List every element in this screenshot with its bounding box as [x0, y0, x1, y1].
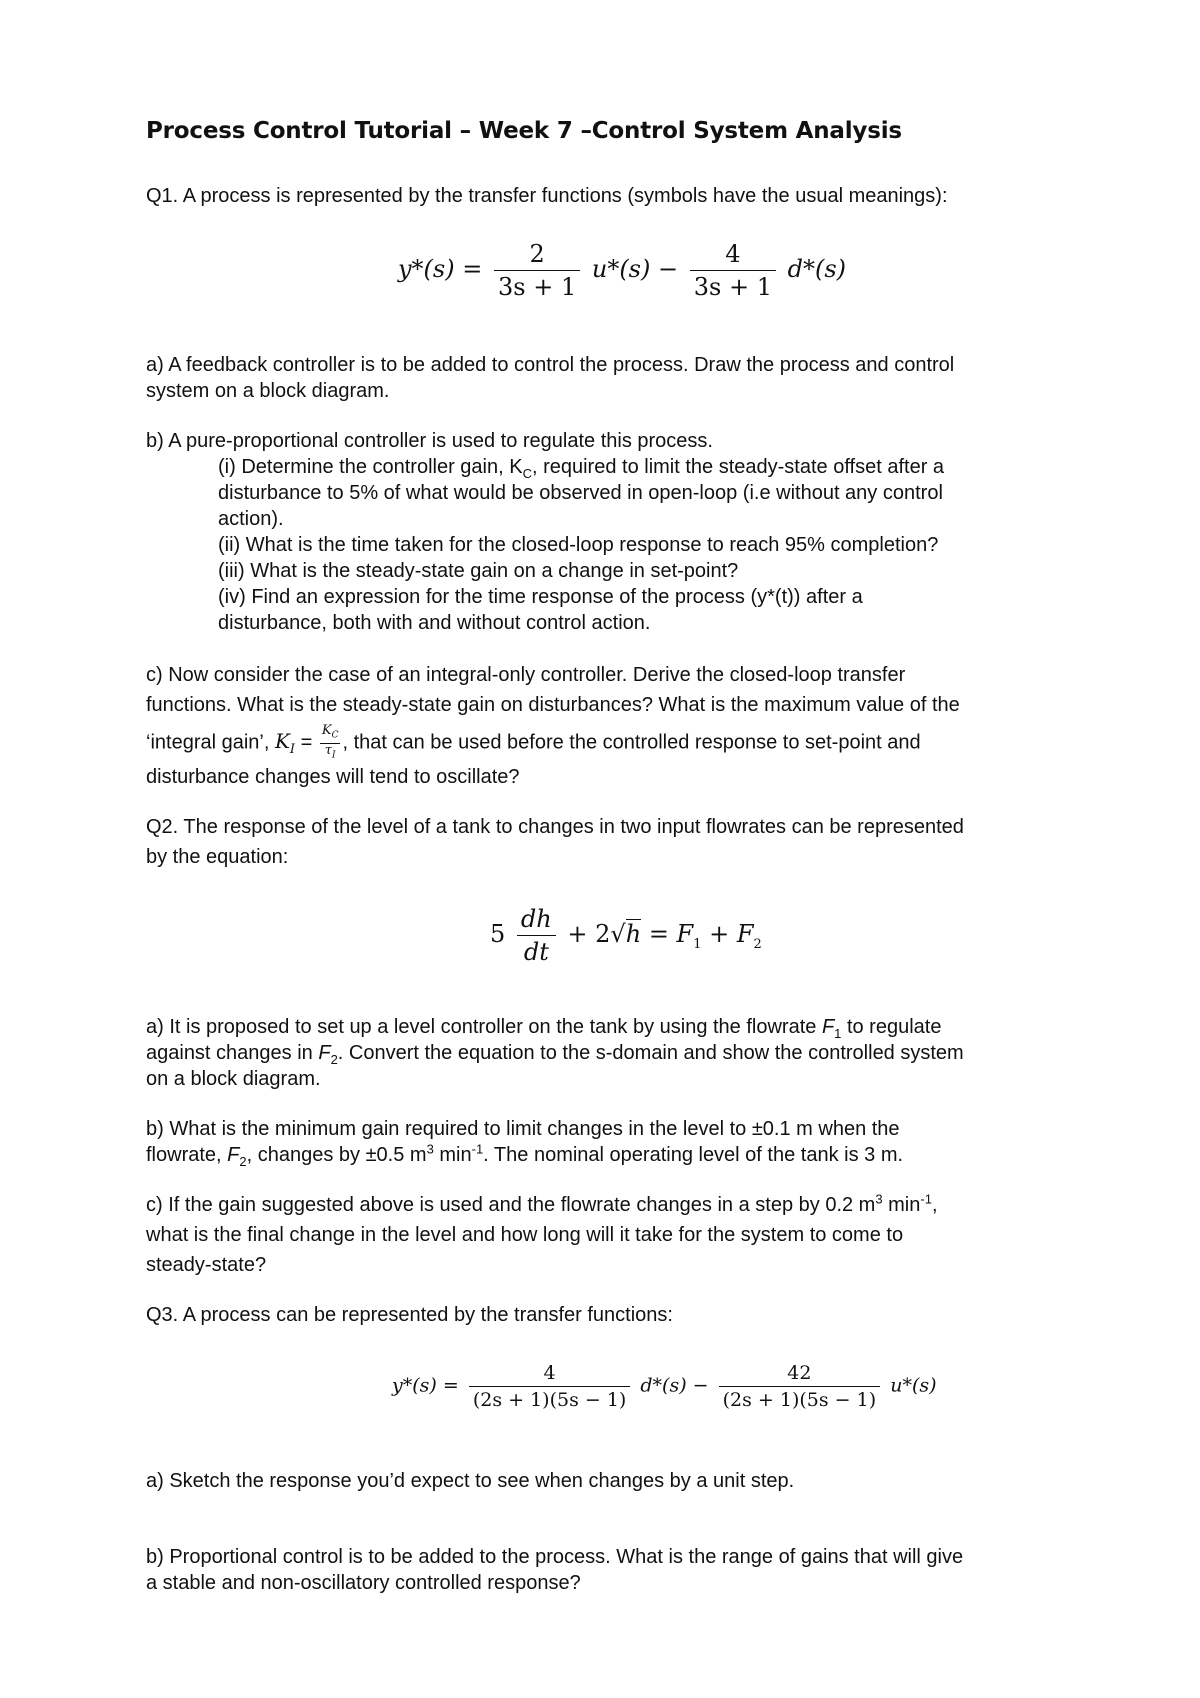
- q1-b-i-text: (i) Determine the controller gain, K: [218, 456, 523, 478]
- q2-c-min: min: [882, 1194, 921, 1216]
- document-title: Process Control Tutorial – Week 7 –Control System Analysis: [146, 118, 902, 144]
- q1-c-line-3: [146, 724, 921, 762]
- q2-eq-h: h: [625, 920, 642, 948]
- q3-b-line-1: b) Proportional control is to be added to the process. What is the range of gains that will give: [146, 1546, 964, 1568]
- q1-eq-den-1: 3s + 1: [497, 273, 577, 301]
- q1-b-iii: (iii) What is the steady-state gain on a change in set-point?: [218, 560, 739, 582]
- q2-b-min: min: [433, 1144, 472, 1166]
- q2-c-comma: ,: [931, 1194, 938, 1216]
- q3-eq-tail: u*(s): [890, 1374, 937, 1397]
- q2-eq-fraction: [517, 905, 556, 966]
- q3-eq-fraction-1: [469, 1362, 631, 1411]
- q2-b-line-1: b) What is the minimum gain required to limit changes in the level to ±0.1 m when the: [146, 1118, 900, 1140]
- q2-c-sup-neg1: -1: [920, 1191, 932, 1207]
- q1-b-iv-line-1: (iv) Find an expression for the time response of the process (y*(t)) after a: [218, 586, 863, 608]
- q2-a-text-4: . Convert the equation to the s-domain and show the controlled system: [337, 1042, 964, 1064]
- q2-eq-rhs-sub1: 1: [693, 936, 702, 952]
- q1-c-line-1: c) Now consider the case of an integral-only controller. Derive the closed-loop transfer: [146, 664, 906, 686]
- q1-b-iv-line-2: disturbance, both with and without control action.: [218, 612, 651, 634]
- q1-c-line-3-start: ‘integral gain’,: [146, 731, 275, 754]
- q3-eq-den-2: (2s + 1)(5s − 1): [722, 1389, 877, 1411]
- q3-eq-mid: d*(s) −: [640, 1374, 709, 1397]
- q1-b-intro: b) A pure-proportional controller is used to regulate this process.: [146, 430, 713, 452]
- q1-eq-num-2: 4: [690, 240, 776, 271]
- q1-eq-den-2: 3s + 1: [693, 273, 772, 301]
- q1-ki-num-sub: C: [331, 730, 339, 741]
- q3-equation: [392, 1362, 937, 1411]
- q2-c-line-1: [146, 1192, 938, 1218]
- q3-intro: Q3. A process can be represented by the transfer functions:: [146, 1304, 673, 1326]
- q1-eq-fraction-1: [494, 240, 580, 301]
- q1-intro: Q1. A process is represented by the transfer functions (symbols have the usual meanings):: [146, 185, 948, 207]
- q1-ki-lhs: [274, 729, 296, 758]
- q2-a-line-3: on a block diagram.: [146, 1068, 321, 1090]
- q2-a-text-3: against changes in: [146, 1042, 319, 1064]
- q2-a-text-2: to regulate: [841, 1016, 942, 1038]
- q1-b-i-line-2: disturbance to 5% of what would be observed in open-loop (i.e without any control: [218, 482, 943, 504]
- q2-eq-rhs: [648, 920, 762, 952]
- q2-b-f: F: [227, 1144, 240, 1166]
- q2-b-line-2: [146, 1142, 903, 1168]
- q1-eq-fraction-2: [690, 240, 776, 301]
- q1-eq-tail: d*(s): [787, 255, 847, 283]
- q1-ki-equals: =: [295, 731, 318, 754]
- q1-b-i-line-3: action).: [218, 508, 284, 530]
- q2-b-text-3: . The nominal operating level of the tank is 3 m.: [483, 1144, 904, 1166]
- q1-b-i-sub: C: [522, 466, 532, 481]
- q2-intro-line-1: Q2. The response of the level of a tank to changes in two input flowrates can be represented: [146, 816, 964, 838]
- q2-b-text-2: , changes by ±0.5 m: [246, 1144, 427, 1166]
- q2-c-text-1: c) If the gain suggested above is used and the flowrate changes in a step by 0.2 m: [146, 1194, 876, 1216]
- q2-b-sup-3: 3: [426, 1141, 434, 1157]
- q1-ki-num: [320, 724, 341, 744]
- q1-b-ii: (ii) What is the time taken for the closed-loop response to reach 95% completion?: [218, 534, 939, 556]
- q1-eq-mid: u*(s) −: [591, 255, 679, 283]
- q2-eq-plus-root: + 2√: [567, 920, 626, 948]
- q2-a-f2-sub: 2: [330, 1052, 338, 1067]
- q2-a-f-sub: 1: [834, 1026, 842, 1041]
- q1-c-line-4: disturbance changes will tend to oscillate?: [146, 766, 520, 788]
- q2-c-sup-3: 3: [875, 1191, 883, 1207]
- q2-a-f: F: [821, 1016, 835, 1038]
- q1-a-line-2: system on a block diagram.: [146, 380, 390, 402]
- q3-eq-fraction-2: [719, 1362, 881, 1411]
- q1-equation: [398, 240, 846, 301]
- q1-ki-sub: I: [289, 742, 296, 758]
- q2-eq-num: dh: [517, 905, 556, 936]
- q2-a-text-1: a) It is proposed to set up a level controller on the tank by using the flowrate: [146, 1016, 822, 1038]
- q2-b-text-1: flowrate,: [146, 1144, 228, 1166]
- q2-a-line-1: [146, 1014, 941, 1040]
- q2-eq-rhs-f2: + F: [701, 920, 754, 948]
- q1-ki-num-k: K: [321, 723, 332, 738]
- q1-ki-den: [320, 744, 341, 763]
- q1-c-line-2: functions. What is the steady-state gain on disturbances? What is the maximum value of the: [146, 694, 960, 716]
- q2-b-f-sub: 2: [239, 1154, 247, 1169]
- q3-a: a) Sketch the response you’d expect to see when changes by a unit step.: [146, 1470, 795, 1492]
- q1-a-line-1: a) A feedback controller is to be added to control the process. Draw the process and control: [146, 354, 955, 376]
- q1-ki-k: K: [274, 729, 290, 754]
- q2-a-line-2: [146, 1040, 964, 1066]
- q2-eq-coef: 5: [490, 920, 506, 948]
- q2-equation: [490, 905, 762, 966]
- q2-a-f2: F: [318, 1042, 331, 1064]
- q2-c-line-3: steady-state?: [146, 1254, 267, 1276]
- q2-eq-den: dt: [523, 938, 549, 966]
- q2-eq-rhs-f1: = F: [648, 920, 694, 948]
- q1-ki-fraction: [320, 724, 341, 762]
- q1-eq-lhs: y*(s) =: [398, 255, 483, 283]
- q2-eq-rhs-sub2: 2: [753, 936, 762, 952]
- q3-eq-den-1: (2s + 1)(5s − 1): [472, 1389, 627, 1411]
- q2-c-line-2: what is the final change in the level and how long will it take for the system to come to: [146, 1224, 904, 1246]
- q1-ki-den-sub: I: [331, 750, 336, 761]
- q1-b-i-line-1: [218, 454, 944, 480]
- q2-b-sup-neg1: -1: [471, 1141, 484, 1157]
- q3-eq-num-2: 42: [719, 1362, 881, 1387]
- q3-eq-num-1: 4: [469, 1362, 631, 1387]
- q3-eq-lhs: y*(s) =: [392, 1374, 459, 1397]
- q1-ki-den-tau: τ: [324, 742, 332, 758]
- q1-c-line-3-end: , that can be used before the controlled response to set-point and: [342, 731, 921, 754]
- q1-eq-num-1: 2: [494, 240, 580, 271]
- q3-b-line-2: a stable and non-oscillatory controlled response?: [146, 1572, 581, 1594]
- q1-b-i-rest: , required to limit the steady-state offset after a: [531, 456, 945, 478]
- q2-intro-line-2: by the equation:: [146, 846, 289, 868]
